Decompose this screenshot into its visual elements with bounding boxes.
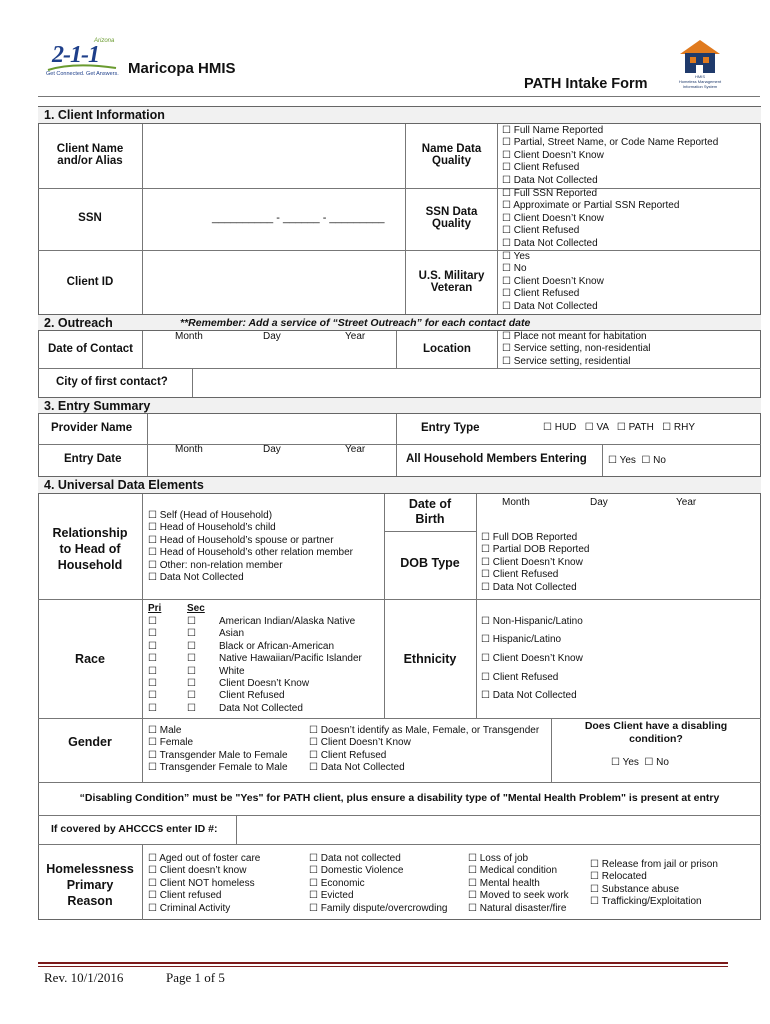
entry-year: Year [345,444,366,455]
ethnicity-option[interactable]: ☐ Client Refused [481,672,559,683]
client-name-input[interactable] [144,126,403,186]
s4-row-line-2 [38,718,761,719]
relationship-label: Relationship to Head of Household [52,526,128,572]
race-sec-header: Sec [187,603,205,614]
dob-month: Month [502,497,530,508]
entry-type-label: Entry Type [421,422,480,434]
org-name: Maricopa HMIS [128,60,236,77]
veteran-label: U.S. Military Veteran [418,270,485,294]
s2-divider-c [497,331,498,368]
entry-date-input[interactable] [149,457,394,474]
city-first-contact-label: City of first contact? [56,376,168,388]
relationship-options[interactable]: ☐ Self (Head of Household) ☐ Head of Household’s child ☐ Head of Household’s spouse or partner ☐ Head of Household’s other relation member ☐ Other: non-relation member ☐ Data Not Collected [148,510,353,584]
entry-day: Day [263,444,281,455]
homeless-divider [142,844,143,920]
date-of-contact-input[interactable] [144,345,394,365]
ethnicity-option[interactable]: ☐ Hispanic/Latino [481,634,562,645]
s2-row-line-1 [38,368,761,369]
ethnicity-option[interactable]: ☐ Client Doesn’t Know [481,653,583,664]
outreach-note: **Remember: Add a service of “Street Outreach” for each contact date [180,317,531,329]
s3-divider-c [602,444,603,476]
s3-divider-b [396,414,397,476]
city-first-contact-input[interactable] [194,370,759,395]
race-label: Race [75,652,105,666]
all-hh-label: All Household Members Entering [406,453,587,465]
dob-label: Date of Birth [408,497,452,526]
dob-year: Year [676,497,697,508]
s4-divider-a [142,494,143,782]
client-name-label: Client Name and/or Alias [56,143,124,167]
name-dq-options[interactable]: ☐ Full Name Reported ☐ Partial, Street Name, or Code Name Reported ☐ Client Doesn’t Know ☐ Client Refused ☐ Data Not Collected [502,125,719,186]
s3-divider-a [147,414,148,476]
dob-type-label: DOB Type [400,556,460,570]
section-4-title: 4. Universal Data Elements [44,478,204,492]
hmis-logo [676,38,724,94]
ahcccs-divider [236,815,237,844]
gender-options-2[interactable]: ☐ Doesn’t identify as Male, Female, or Transgender ☐ Client Doesn’t Know ☐ Client Refused ☐ Data Not Collected [309,725,540,774]
section-3-title: 3. Entry Summary [44,399,151,413]
location-options[interactable]: ☐ Place not meant for habitation ☐ Service setting, non-residential ☐ Service setting, residential [502,331,651,367]
footer-rule [38,962,728,964]
s4-row-line-1 [38,599,761,600]
form-title: PATH Intake Form [524,76,648,92]
logo-text: 2-1-1 [52,42,99,68]
disabling-options[interactable]: ☐ Yes ☐ No [611,757,669,768]
s1-divider-c [497,124,498,314]
s4-divider-c [476,494,477,718]
all-hh-options[interactable]: ☐ Yes ☐ No [608,455,666,466]
section-1-title: 1. Client Information [44,108,165,122]
section-2-title: 2. Outreach [44,316,113,330]
s2-divider-a [142,331,143,368]
entry-month: Month [175,444,203,455]
s4-row-line-4 [38,815,761,816]
homeless-options-4[interactable]: ☐ Release from jail or prison ☐ Relocated ☐ Substance abuse ☐ Trafficking/Exploitation [590,859,718,908]
race-options: American Indian/Alaska Native Asian Black or African-American Native Hawaiian/Pacific Islander White Client Doesn’t Know Client Refused Data Not Collected [219,616,362,714]
section-4-header [38,476,761,494]
entry-type-options[interactable]: ☐ HUD ☐ VA ☐ PATH ☐ RHY [543,422,695,433]
race-sec-boxes[interactable]: ☐ ☐ ☐ ☐ ☐ ☐ ☐ ☐ [187,616,196,714]
contact-year: Year [345,331,366,342]
footer-rev: Rev. 10/1/2016 [44,970,124,985]
contact-month: Month [175,331,203,342]
name-dq-label: Name Data Quality [421,143,482,167]
homeless-options-1[interactable]: ☐ Aged out of foster care ☐ Client doesn’t know ☐ Client NOT homeless ☐ Client refused ☐ Criminal Activity [148,853,261,914]
date-of-contact-label: Date of Contact [48,343,133,355]
dob-input[interactable] [478,510,758,528]
s1-divider-a [142,124,143,314]
ethnicity-option[interactable]: ☐ Non-Hispanic/Latino [481,616,583,627]
ssn-dq-label: SSN Data Quality [425,206,478,230]
client-id-input[interactable] [144,252,403,312]
s1-row-line-2 [38,250,761,251]
logo-state: Arizona [94,38,115,44]
gender-label: Gender [68,735,112,749]
s4-row-line-3 [38,782,761,783]
city-divider [192,368,193,397]
gender-options-1[interactable]: ☐ Male ☐ Female ☐ Transgender Male to Female ☐ Transgender Female to Male [148,725,288,774]
location-label: Location [423,343,471,355]
race-pri-boxes[interactable]: ☐ ☐ ☐ ☐ ☐ ☐ ☐ ☐ [148,616,157,714]
s4-divider-b [384,494,385,718]
race-pri-header: Pri [148,603,162,614]
ethnicity-label: Ethnicity [403,652,457,666]
s3-row-line-1 [38,444,761,445]
homeless-options-3[interactable]: ☐ Loss of job ☐ Medical condition ☐ Mental health ☐ Moved to seek work ☐ Natural disaster/fire [468,853,569,914]
contact-day: Day [263,331,281,342]
homeless-options-2[interactable]: ☐ Data not collected ☐ Domestic Violence ☐ Economic ☐ Evicted ☐ Family dispute/overcrowding [309,853,448,914]
logo-tagline: Get Connected. Get Answers. [46,71,119,77]
header-rule [38,96,760,97]
footer-rule-thin [38,966,728,967]
s4-row-line-5 [38,844,761,845]
disabling-question: Does Client have a disabling condition? [584,720,728,745]
homeless-reason-label: Homelessness Primary Reason [46,862,134,908]
section-1-header [38,107,761,124]
ssn-label: SSN [78,212,102,224]
veteran-options[interactable]: ☐ Yes ☐ No ☐ Client Doesn’t Know ☐ Client Refused ☐ Data Not Collected [502,251,604,312]
section-2-header [38,314,761,331]
house-icon [676,38,724,74]
ahcccs-label: If covered by AHCCCS enter ID #: [51,823,218,835]
hmis-logo-text: HMIS Homeless Management Information System [678,74,722,89]
entry-date-label: Entry Date [64,453,122,465]
ssn-input[interactable]: __________ - ______ - _________ [212,212,385,224]
client-id-label: Client ID [66,276,114,288]
disabling-note: “Disabling Condition” must be "Yes" for PATH client, plus ensure a disability type of "Mental Health Problem" is present at entry [79,792,720,804]
ahcccs-input[interactable] [238,817,758,842]
ethnicity-option[interactable]: ☐ Data Not Collected [481,690,577,701]
footer-page: Page 1 of 5 [166,970,225,985]
dob-day: Day [590,497,608,508]
provider-name-label: Provider Name [51,422,133,434]
logo-211 [44,40,120,82]
section-3-header [38,397,761,414]
dob-type-options[interactable]: ☐ Full DOB Reported ☐ Partial DOB Reported ☐ Client Doesn’t Know ☐ Client Refused ☐ Data Not Collected [481,532,590,593]
provider-name-input[interactable] [149,416,394,442]
ssn-dq-options[interactable]: ☐ Full SSN Reported ☐ Approximate or Partial SSN Reported ☐ Client Doesn’t Know ☐ Client Refused ☐ Data Not Collected [502,188,680,249]
dob-split [384,531,476,532]
